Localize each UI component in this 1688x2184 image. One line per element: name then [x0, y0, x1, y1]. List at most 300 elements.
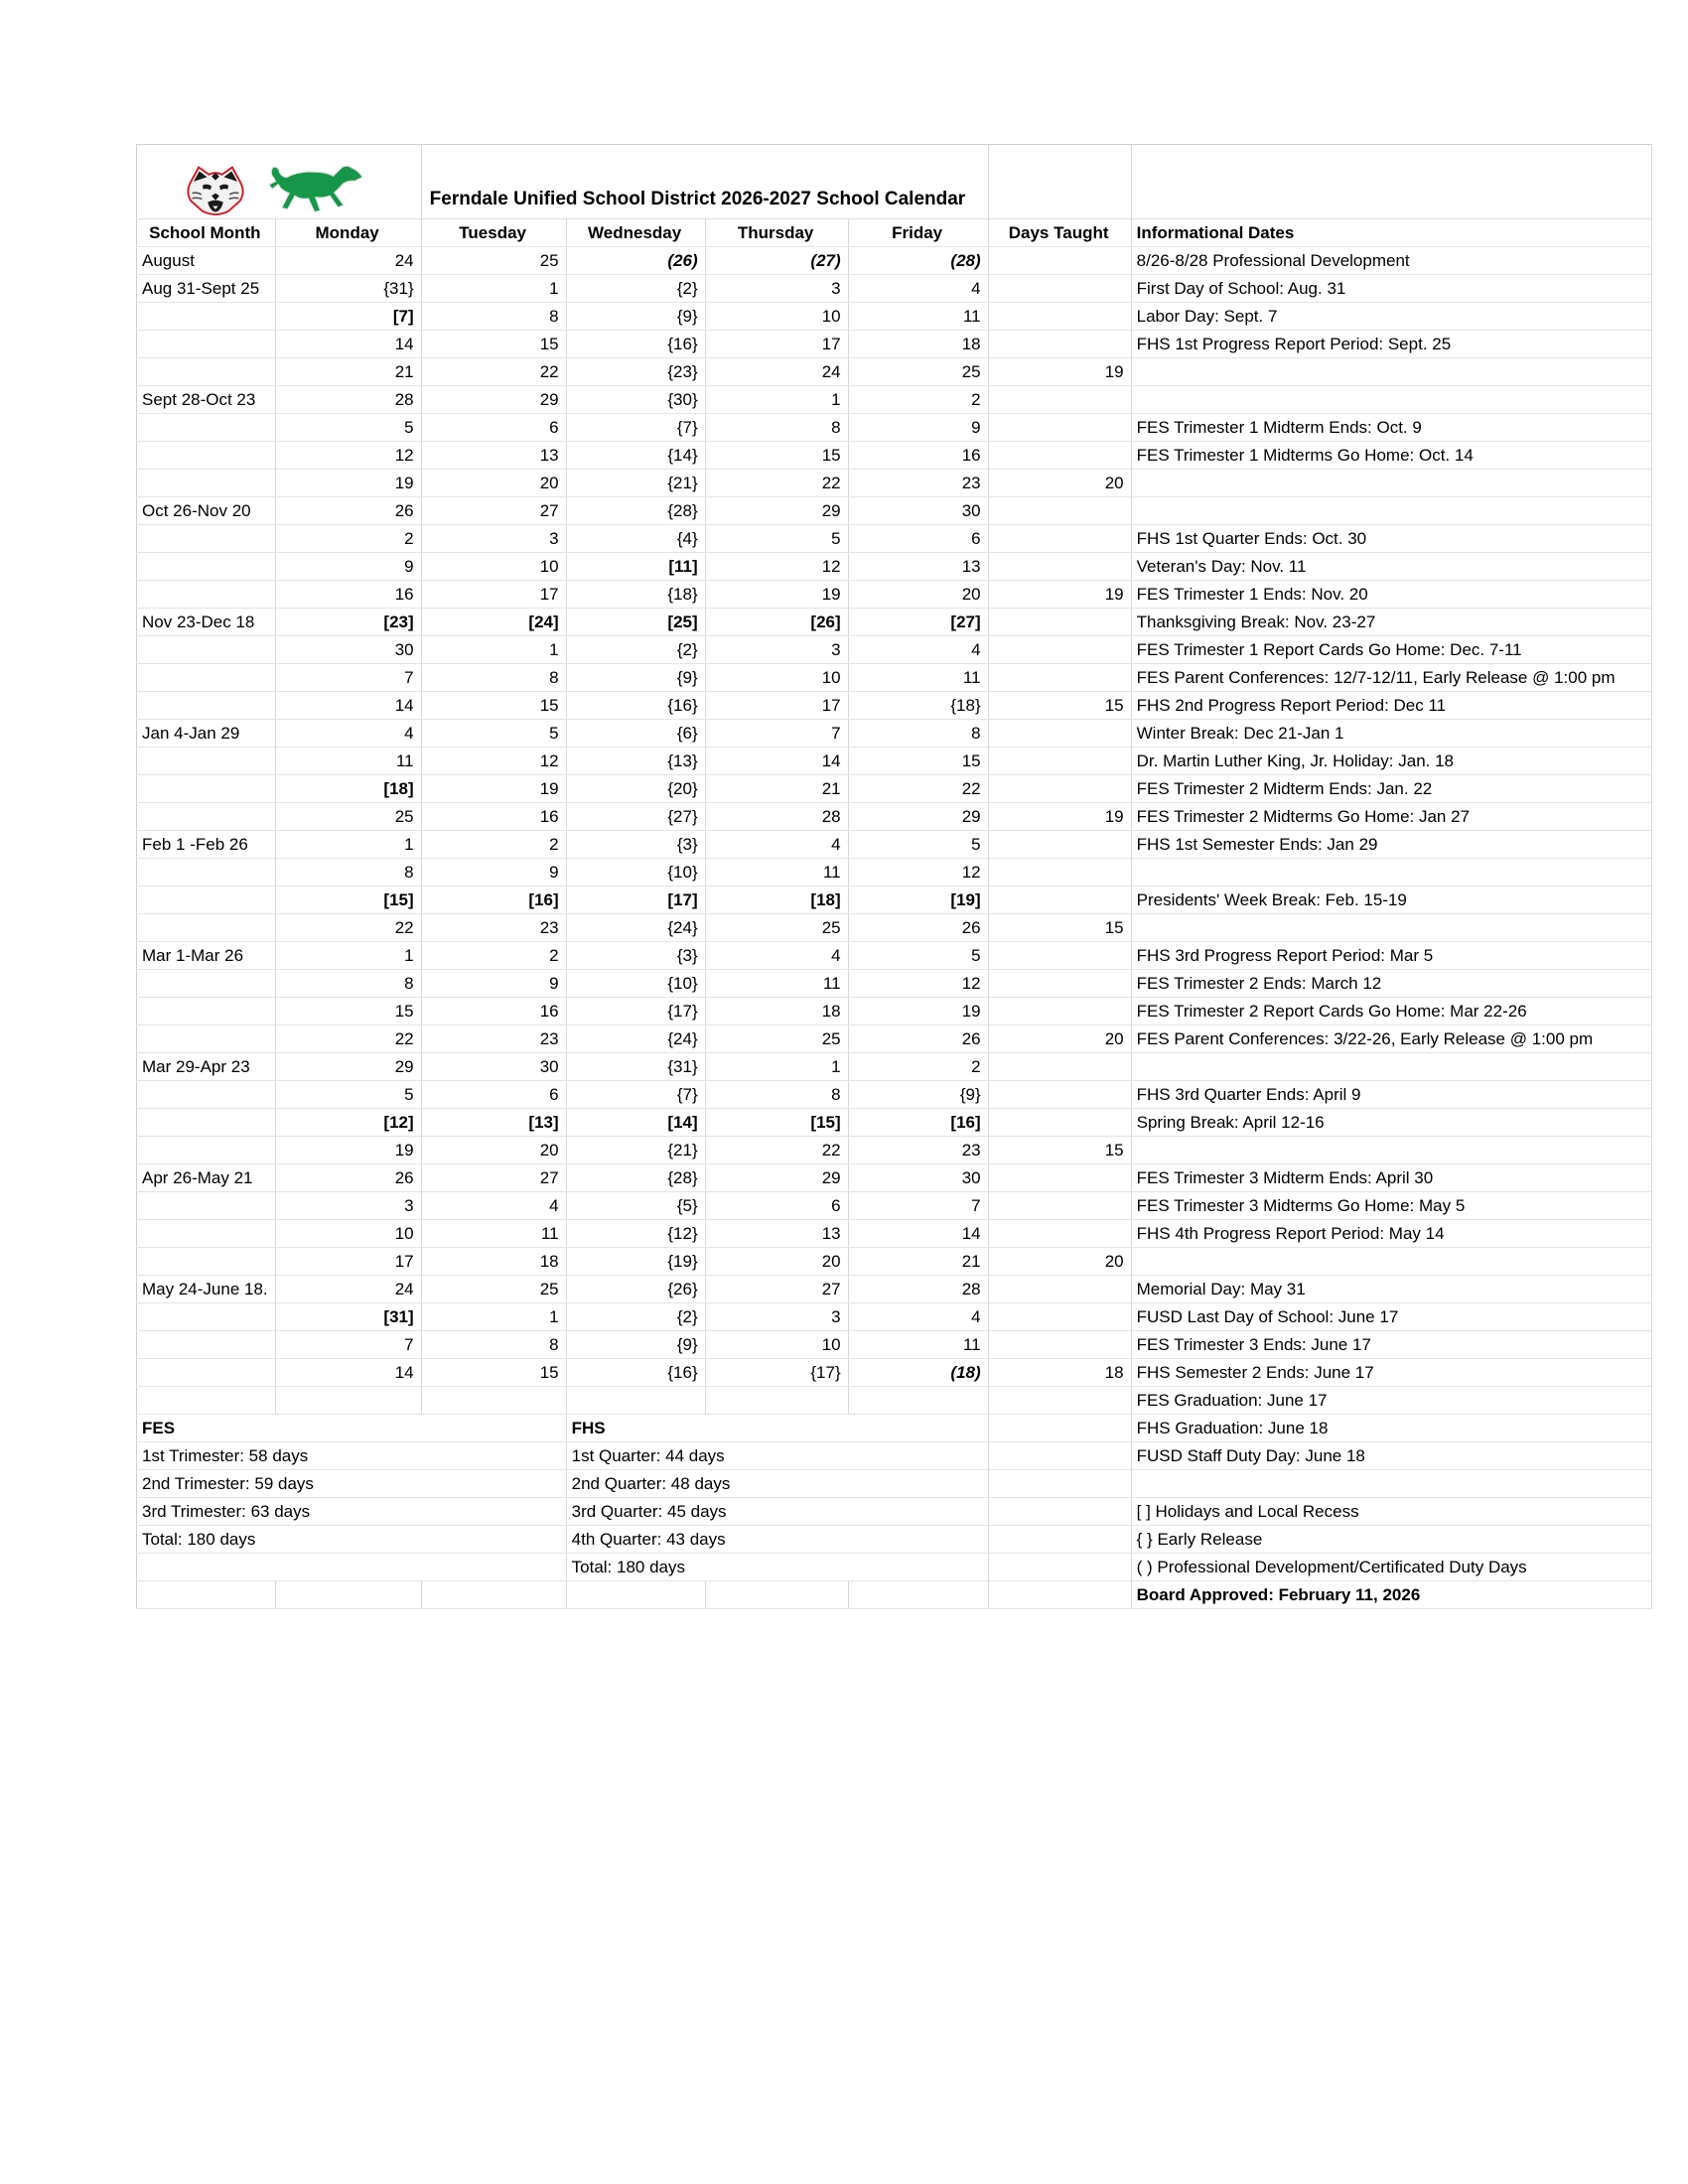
- cell-thursday: 24: [705, 358, 848, 386]
- column-header-days-taught: Days Taught: [988, 219, 1131, 247]
- cell-tuesday: 27: [421, 1164, 566, 1192]
- calendar-row: [137, 942, 1652, 970]
- column-header-monday: Monday: [275, 219, 421, 247]
- cell-days-taught: 15: [988, 914, 1131, 942]
- cell-month: [137, 1081, 276, 1109]
- cell-info: [1131, 1137, 1651, 1164]
- cell-days-taught: 20: [988, 1025, 1131, 1053]
- cell-monday: 3: [275, 1192, 421, 1220]
- cell-wednesday: [566, 1387, 705, 1415]
- cell-info: [1131, 1470, 1651, 1498]
- calendar-row: [137, 275, 1652, 303]
- cell-month: Sept 28-Oct 23: [137, 386, 276, 414]
- cell-thursday: 22: [705, 1137, 848, 1164]
- cell-wednesday: {21}: [566, 1137, 705, 1164]
- cell-month: Total: 180 days: [137, 1526, 567, 1554]
- cell-wednesday: {16}: [566, 1359, 705, 1387]
- cell-thursday: 8: [705, 414, 848, 442]
- cell-thursday: 20: [705, 1248, 848, 1276]
- cell-tuesday: 15: [421, 1359, 566, 1387]
- cell-thursday: 1: [705, 386, 848, 414]
- cell-thursday: 3: [705, 1303, 848, 1331]
- cell-friday: 2: [848, 1053, 988, 1081]
- cell-days-taught: [988, 775, 1131, 803]
- district-logo: [170, 165, 418, 216]
- cell-monday: 10: [275, 1220, 421, 1248]
- cell-info: Presidents' Week Break: Feb. 15-19: [1131, 887, 1651, 914]
- cell-tuesday: 25: [421, 1276, 566, 1303]
- calendar-row: [137, 998, 1652, 1025]
- cell-wednesday: {2}: [566, 1303, 705, 1331]
- calendar-row: [137, 636, 1652, 664]
- cell-info: [1131, 497, 1651, 525]
- cell-info: [1131, 1053, 1651, 1081]
- calendar-row: [137, 1442, 1652, 1470]
- cell-monday: 17: [275, 1248, 421, 1276]
- cell-days-taught: 18: [988, 1359, 1131, 1387]
- calendar-row: [137, 1276, 1652, 1303]
- cell-info: First Day of School: Aug. 31: [1131, 275, 1651, 303]
- cell-days-taught: [988, 331, 1131, 358]
- cell-monday: 9: [275, 553, 421, 581]
- cell-wednesday: {9}: [566, 1331, 705, 1359]
- cell-days-taught: [988, 1081, 1131, 1109]
- cell-monday: [12]: [275, 1109, 421, 1137]
- cell-tuesday: 17: [421, 581, 566, 609]
- cell-wednesday: {18}: [566, 581, 705, 609]
- calendar-row: [137, 497, 1652, 525]
- title-gap-cell: [1131, 145, 1651, 219]
- cell-days-taught: [988, 414, 1131, 442]
- cell-month: May 24-June 18.: [137, 1276, 276, 1303]
- cell-friday: 12: [848, 859, 988, 887]
- cell-month: Jan 4-Jan 29: [137, 720, 276, 748]
- cell-days-taught: [988, 1276, 1131, 1303]
- cell-info: FHS 1st Semester Ends: Jan 29: [1131, 831, 1651, 859]
- cell-info: 8/26-8/28 Professional Development: [1131, 247, 1651, 275]
- cell-tuesday: 6: [421, 414, 566, 442]
- cell-wednesday: {31}: [566, 1053, 705, 1081]
- cell-tuesday: 15: [421, 692, 566, 720]
- page-title: Ferndale Unified School District 2026-2027 School Calendar: [429, 189, 966, 209]
- cell-tuesday: 6: [421, 1081, 566, 1109]
- cell-days-taught: [988, 1415, 1131, 1442]
- cell-wednesday: {17}: [566, 998, 705, 1025]
- cell-wednesday: 1st Quarter: 44 days: [566, 1442, 988, 1470]
- calendar-row: [137, 803, 1652, 831]
- cell-tuesday: 2: [421, 942, 566, 970]
- cell-wednesday: [11]: [566, 553, 705, 581]
- cell-friday: 5: [848, 942, 988, 970]
- cell-month: [137, 358, 276, 386]
- cell-tuesday: 22: [421, 358, 566, 386]
- cell-monday: [15]: [275, 887, 421, 914]
- cell-tuesday: 29: [421, 386, 566, 414]
- calendar-row: [137, 1248, 1652, 1276]
- cell-month: [137, 303, 276, 331]
- cell-monday: 26: [275, 497, 421, 525]
- calendar-row: [137, 581, 1652, 609]
- cell-friday: 30: [848, 1164, 988, 1192]
- cell-monday: 2: [275, 525, 421, 553]
- cell-monday: 14: [275, 331, 421, 358]
- cell-thursday: 4: [705, 831, 848, 859]
- cell-monday: [7]: [275, 303, 421, 331]
- cell-month: [137, 1359, 276, 1387]
- cell-info: [1131, 859, 1651, 887]
- cell-days-taught: [988, 442, 1131, 470]
- cell-days-taught: [988, 609, 1131, 636]
- calendar-row: [137, 692, 1652, 720]
- cell-month: [137, 1192, 276, 1220]
- cell-month: [137, 775, 276, 803]
- cell-thursday: 6: [705, 1192, 848, 1220]
- cell-tuesday: 23: [421, 1025, 566, 1053]
- cell-days-taught: [988, 748, 1131, 775]
- cell-tuesday: 12: [421, 748, 566, 775]
- cell-month: [137, 1303, 276, 1331]
- cell-month: [137, 414, 276, 442]
- cell-wednesday: Total: 180 days: [566, 1554, 988, 1581]
- cell-monday: [18]: [275, 775, 421, 803]
- cell-thursday: 25: [705, 914, 848, 942]
- calendar-row: [137, 887, 1652, 914]
- cell-month: [137, 1387, 276, 1415]
- cell-days-taught: [988, 859, 1131, 887]
- cell-days-taught: [988, 553, 1131, 581]
- cell-friday: 26: [848, 1025, 988, 1053]
- cell-friday: 4: [848, 636, 988, 664]
- cell-month: FES: [137, 1415, 567, 1442]
- cell-days-taught: [988, 1331, 1131, 1359]
- cell-days-taught: [988, 497, 1131, 525]
- cell-friday: 8: [848, 720, 988, 748]
- cell-tuesday: 9: [421, 859, 566, 887]
- cell-days-taught: [988, 887, 1131, 914]
- cell-monday: 22: [275, 1025, 421, 1053]
- cell-wednesday: {2}: [566, 275, 705, 303]
- cell-thursday: [18]: [705, 887, 848, 914]
- cell-month: [137, 1248, 276, 1276]
- cell-thursday: 13: [705, 1220, 848, 1248]
- column-header-informational-dates: Informational Dates: [1131, 219, 1651, 247]
- cell-thursday: 19: [705, 581, 848, 609]
- cell-info: FES Trimester 1 Midterm Ends: Oct. 9: [1131, 414, 1651, 442]
- cell-month: [137, 442, 276, 470]
- cell-wednesday: {28}: [566, 1164, 705, 1192]
- cell-tuesday: 11: [421, 1220, 566, 1248]
- cell-tuesday: 18: [421, 1248, 566, 1276]
- cell-month: [137, 1220, 276, 1248]
- cell-monday: 4: [275, 720, 421, 748]
- cell-thursday: 15: [705, 442, 848, 470]
- cell-wednesday: {20}: [566, 775, 705, 803]
- cell-info: { } Early Release: [1131, 1526, 1651, 1554]
- cell-info: FES Graduation: June 17: [1131, 1387, 1651, 1415]
- cell-month: 2nd Trimester: 59 days: [137, 1470, 567, 1498]
- cell-tuesday: 20: [421, 470, 566, 497]
- calendar-row: [137, 358, 1652, 386]
- cell-tuesday: [13]: [421, 1109, 566, 1137]
- calendar-row: [137, 1192, 1652, 1220]
- cell-wednesday: {13}: [566, 748, 705, 775]
- cell-wednesday: {16}: [566, 331, 705, 358]
- cell-days-taught: [988, 970, 1131, 998]
- cell-friday: 19: [848, 998, 988, 1025]
- cell-monday: 28: [275, 386, 421, 414]
- cell-days-taught: 19: [988, 581, 1131, 609]
- column-header-tuesday: Tuesday: [421, 219, 566, 247]
- mustang-mascot-icon: [243, 164, 392, 217]
- cell-friday: 18: [848, 331, 988, 358]
- cell-wednesday: {9}: [566, 664, 705, 692]
- cell-friday: 5: [848, 831, 988, 859]
- cell-days-taught: [988, 1109, 1131, 1137]
- cell-month: [137, 1137, 276, 1164]
- cell-friday: 22: [848, 775, 988, 803]
- cell-thursday: 3: [705, 636, 848, 664]
- cell-monday: 11: [275, 748, 421, 775]
- cell-days-taught: 19: [988, 358, 1131, 386]
- cell-days-taught: 15: [988, 692, 1131, 720]
- cell-wednesday: {16}: [566, 692, 705, 720]
- cell-friday: 7: [848, 1192, 988, 1220]
- cell-tuesday: 13: [421, 442, 566, 470]
- cell-wednesday: 4th Quarter: 43 days: [566, 1526, 988, 1554]
- cell-wednesday: {30}: [566, 386, 705, 414]
- cell-monday: {31}: [275, 275, 421, 303]
- cell-wednesday: {3}: [566, 942, 705, 970]
- cell-days-taught: 15: [988, 1137, 1131, 1164]
- cell-month: 3rd Trimester: 63 days: [137, 1498, 567, 1526]
- column-header-school-month: School Month: [137, 219, 276, 247]
- cell-tuesday: 30: [421, 1053, 566, 1081]
- cell-month: [137, 970, 276, 998]
- cell-info: Veteran's Day: Nov. 11: [1131, 553, 1651, 581]
- calendar-row: [137, 1025, 1652, 1053]
- cell-monday: 22: [275, 914, 421, 942]
- cell-monday: 26: [275, 1164, 421, 1192]
- calendar-row: [137, 470, 1652, 497]
- cell-wednesday: 2nd Quarter: 48 days: [566, 1470, 988, 1498]
- cell-days-taught: 19: [988, 803, 1131, 831]
- cell-tuesday: [16]: [421, 887, 566, 914]
- cell-info: FES Trimester 3 Midterm Ends: April 30: [1131, 1164, 1651, 1192]
- cell-thursday: 10: [705, 664, 848, 692]
- cell-info: FHS 3rd Quarter Ends: April 9: [1131, 1081, 1651, 1109]
- calendar-row: [137, 1526, 1652, 1554]
- cell-friday: 4: [848, 275, 988, 303]
- cell-friday: [16]: [848, 1109, 988, 1137]
- cell-thursday: 11: [705, 859, 848, 887]
- cell-month: [137, 887, 276, 914]
- calendar-row: [137, 970, 1652, 998]
- cell-wednesday: {7}: [566, 1081, 705, 1109]
- cell-monday: 7: [275, 664, 421, 692]
- calendar-row: [137, 609, 1652, 636]
- cell-thursday: 10: [705, 303, 848, 331]
- title-cell: [421, 145, 988, 219]
- cell-info: Winter Break: Dec 21-Jan 1: [1131, 720, 1651, 748]
- cell-wednesday: 3rd Quarter: 45 days: [566, 1498, 988, 1526]
- cell-tuesday: 8: [421, 1331, 566, 1359]
- cell-thursday: 17: [705, 692, 848, 720]
- cell-friday: 20: [848, 581, 988, 609]
- cell-info: Memorial Day: May 31: [1131, 1276, 1651, 1303]
- cell-monday: 14: [275, 1359, 421, 1387]
- calendar-row: [137, 414, 1652, 442]
- cell-days-taught: [988, 1053, 1131, 1081]
- cell-monday: [275, 1581, 421, 1609]
- cell-tuesday: 19: [421, 775, 566, 803]
- cell-monday: 1: [275, 942, 421, 970]
- cell-days-taught: [988, 1220, 1131, 1248]
- cell-month: [137, 331, 276, 358]
- cell-info: Dr. Martin Luther King, Jr. Holiday: Jan. 18: [1131, 748, 1651, 775]
- cell-tuesday: 4: [421, 1192, 566, 1220]
- cell-wednesday: [566, 1581, 705, 1609]
- calendar-row: [137, 1137, 1652, 1164]
- cell-info: FES Trimester 2 Ends: March 12: [1131, 970, 1651, 998]
- cell-month: [137, 664, 276, 692]
- cell-thursday: 8: [705, 1081, 848, 1109]
- cell-info: FES Trimester 2 Report Cards Go Home: Mar 22-26: [1131, 998, 1651, 1025]
- cell-friday: 30: [848, 497, 988, 525]
- cell-thursday: 10: [705, 1331, 848, 1359]
- cell-thursday: 18: [705, 998, 848, 1025]
- cell-month: 1st Trimester: 58 days: [137, 1442, 567, 1470]
- calendar-row: [137, 442, 1652, 470]
- cell-tuesday: 27: [421, 497, 566, 525]
- calendar-row: [137, 247, 1652, 275]
- calendar-row: [137, 1109, 1652, 1137]
- cell-month: [137, 998, 276, 1025]
- cell-friday: 28: [848, 1276, 988, 1303]
- cell-info: Thanksgiving Break: Nov. 23-27: [1131, 609, 1651, 636]
- cell-days-taught: [988, 1554, 1131, 1581]
- cell-friday: 16: [848, 442, 988, 470]
- calendar-row: [137, 1581, 1652, 1609]
- calendar-row: [137, 386, 1652, 414]
- calendar-row: [137, 1053, 1652, 1081]
- calendar-row: [137, 525, 1652, 553]
- cell-thursday: (27): [705, 247, 848, 275]
- cell-friday: [848, 1387, 988, 1415]
- cell-wednesday: FHS: [566, 1415, 988, 1442]
- cell-thursday: [15]: [705, 1109, 848, 1137]
- cell-tuesday: 8: [421, 303, 566, 331]
- cell-friday: 2: [848, 386, 988, 414]
- cell-thursday: {17}: [705, 1359, 848, 1387]
- cell-tuesday: 2: [421, 831, 566, 859]
- cell-friday: (18): [848, 1359, 988, 1387]
- cell-wednesday: {26}: [566, 1276, 705, 1303]
- cell-thursday: 21: [705, 775, 848, 803]
- cell-tuesday: [421, 1387, 566, 1415]
- cell-tuesday: 1: [421, 636, 566, 664]
- cell-monday: 25: [275, 803, 421, 831]
- cell-wednesday: {7}: [566, 414, 705, 442]
- cell-wednesday: [17]: [566, 887, 705, 914]
- cell-monday: 21: [275, 358, 421, 386]
- cell-month: Oct 26-Nov 20: [137, 497, 276, 525]
- cell-info: FHS 4th Progress Report Period: May 14: [1131, 1220, 1651, 1248]
- cell-wednesday: {2}: [566, 636, 705, 664]
- cell-friday: 12: [848, 970, 988, 998]
- cell-days-taught: [988, 998, 1131, 1025]
- calendar-row: [137, 553, 1652, 581]
- cell-month: Nov 23-Dec 18: [137, 609, 276, 636]
- cell-tuesday: 23: [421, 914, 566, 942]
- cell-info: FES Trimester 1 Ends: Nov. 20: [1131, 581, 1651, 609]
- cell-monday: 16: [275, 581, 421, 609]
- cell-days-taught: [988, 275, 1131, 303]
- cell-monday: 29: [275, 1053, 421, 1081]
- calendar-row: [137, 664, 1652, 692]
- cell-info: FES Trimester 1 Report Cards Go Home: Dec. 7-11: [1131, 636, 1651, 664]
- cell-monday: 8: [275, 970, 421, 998]
- cell-wednesday: {14}: [566, 442, 705, 470]
- cell-days-taught: [988, 636, 1131, 664]
- calendar-row: [137, 720, 1652, 748]
- cell-wednesday: {9}: [566, 303, 705, 331]
- cell-monday: 12: [275, 442, 421, 470]
- cell-info: [1131, 914, 1651, 942]
- cell-friday: [27]: [848, 609, 988, 636]
- calendar-row: [137, 303, 1652, 331]
- calendar-row: [137, 831, 1652, 859]
- cell-info: FES Trimester 2 Midterms Go Home: Jan 27: [1131, 803, 1651, 831]
- cell-info: FHS 1st Quarter Ends: Oct. 30: [1131, 525, 1651, 553]
- cell-wednesday: {24}: [566, 1025, 705, 1053]
- cell-days-taught: 20: [988, 470, 1131, 497]
- cell-days-taught: [988, 1498, 1131, 1526]
- cell-month: [137, 914, 276, 942]
- cell-info: [1131, 358, 1651, 386]
- cell-info: FUSD Last Day of School: June 17: [1131, 1303, 1651, 1331]
- calendar-row: [137, 1498, 1652, 1526]
- calendar-row: [137, 331, 1652, 358]
- cell-tuesday: 16: [421, 998, 566, 1025]
- calendar-row: [137, 1470, 1652, 1498]
- cell-wednesday: {27}: [566, 803, 705, 831]
- title-row: [137, 145, 1652, 219]
- cell-monday: 14: [275, 692, 421, 720]
- calendar-row: [137, 1220, 1652, 1248]
- column-header-wednesday: Wednesday: [566, 219, 705, 247]
- cell-month: [137, 581, 276, 609]
- cell-info: FES Trimester 3 Midterms Go Home: May 5: [1131, 1192, 1651, 1220]
- cell-info: ( ) Professional Development/Certificated Duty Days: [1131, 1554, 1651, 1581]
- cell-thursday: 5: [705, 525, 848, 553]
- cell-days-taught: [988, 386, 1131, 414]
- cell-friday: {9}: [848, 1081, 988, 1109]
- cell-info: FHS 3rd Progress Report Period: Mar 5: [1131, 942, 1651, 970]
- cell-days-taught: [988, 247, 1131, 275]
- cell-days-taught: [988, 1192, 1131, 1220]
- cell-info: FES Parent Conferences: 12/7-12/11, Early Release @ 1:00 pm: [1131, 664, 1651, 692]
- cell-days-taught: [988, 1303, 1131, 1331]
- calendar-row: [137, 748, 1652, 775]
- cell-month: [137, 636, 276, 664]
- cell-thursday: 28: [705, 803, 848, 831]
- cell-month: [137, 1581, 276, 1609]
- cell-tuesday: 8: [421, 664, 566, 692]
- cell-friday: 9: [848, 414, 988, 442]
- cell-info: FES Parent Conferences: 3/22-26, Early Release @ 1:00 pm: [1131, 1025, 1651, 1053]
- cell-days-taught: [988, 1442, 1131, 1470]
- cell-tuesday: [421, 1581, 566, 1609]
